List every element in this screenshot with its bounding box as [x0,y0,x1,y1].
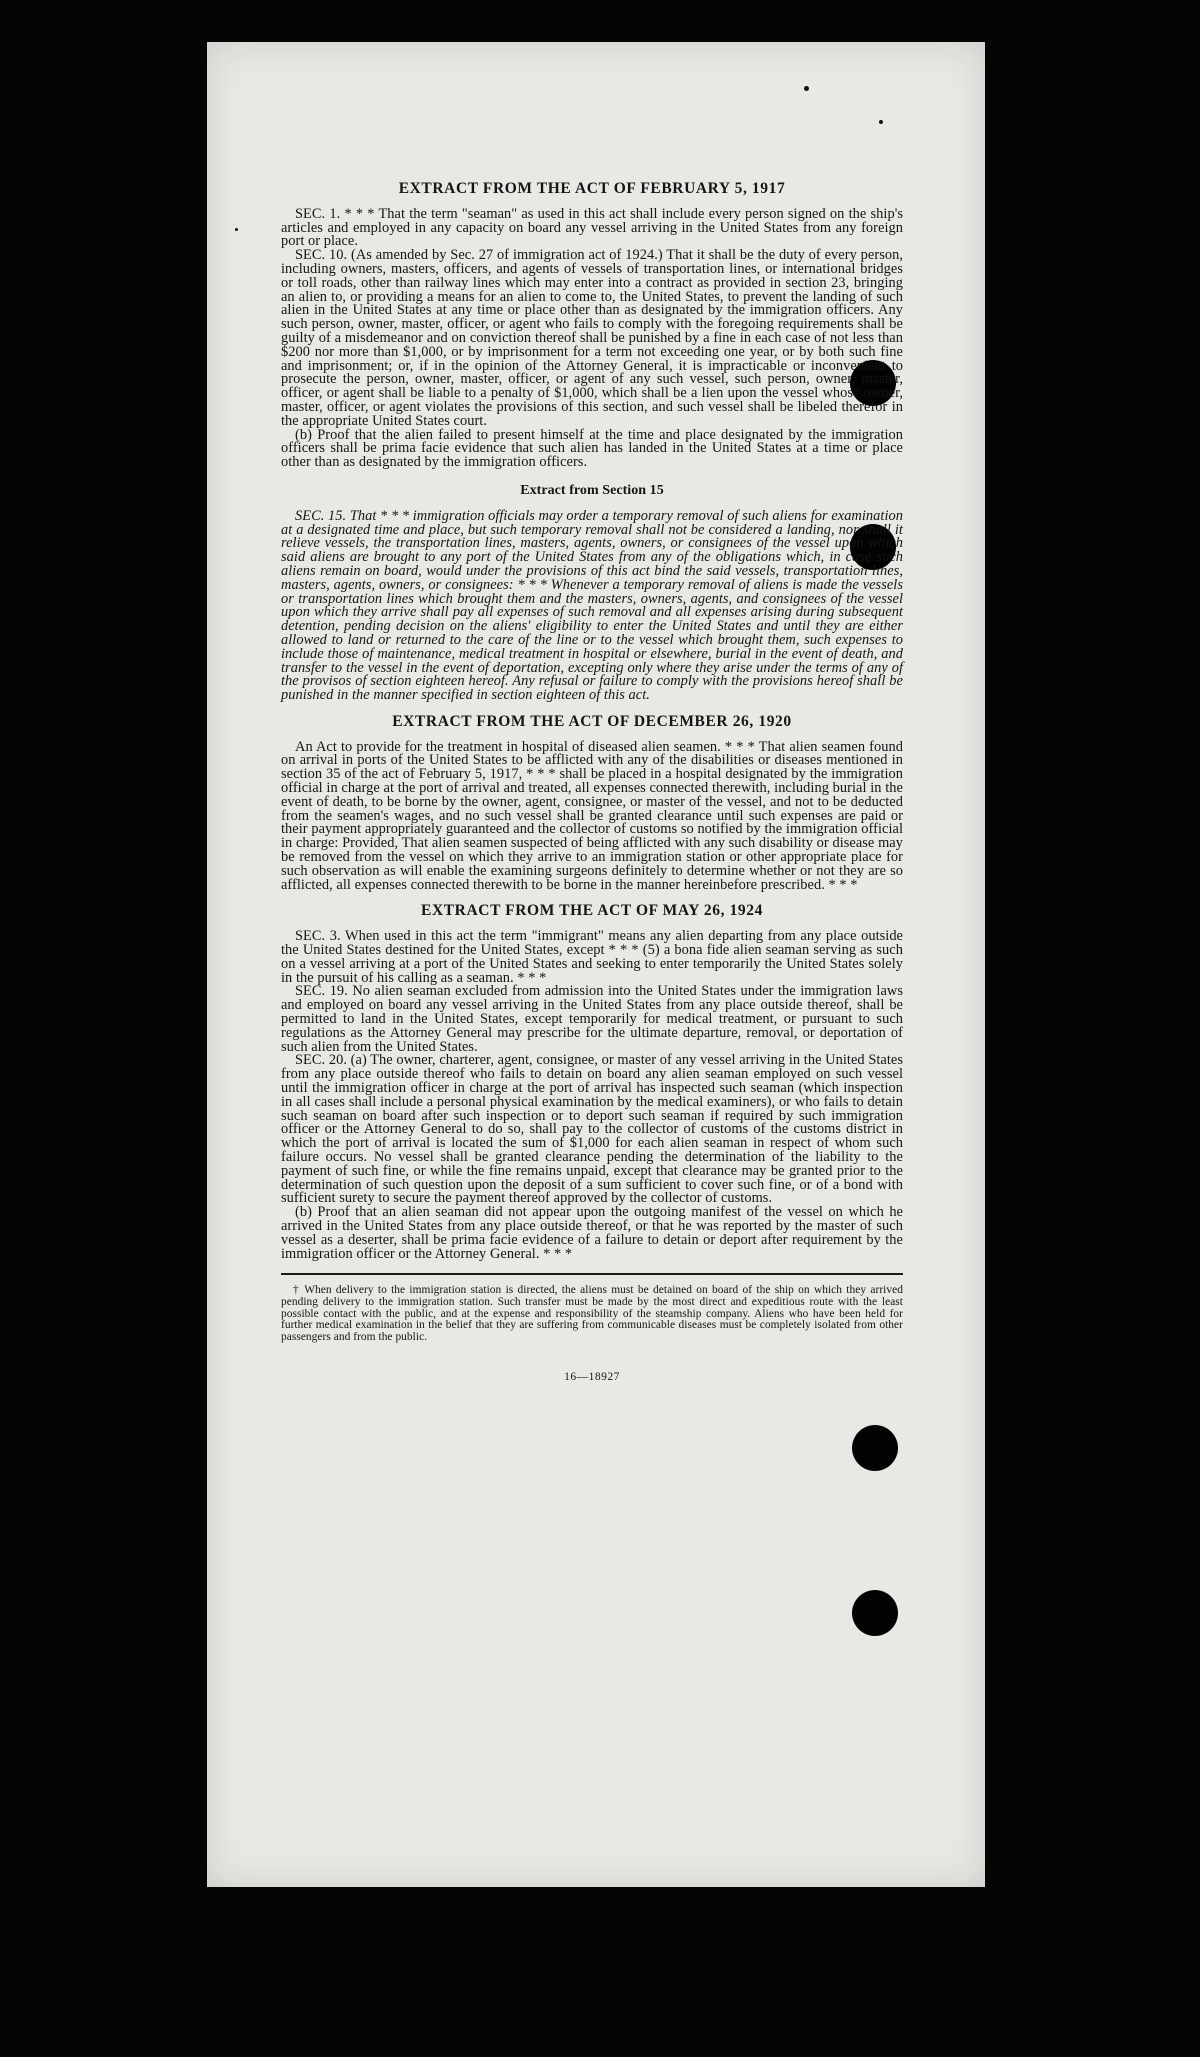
section-paragraph: SEC. 15. That * * * immigration officials may order a temporary removal of such aliens for examination at a designated time and place, but such temporary removal shall not be considered a landing, nor shall it relieve vessels, the transportation lines, masters, agents, owners, or consignees of the vessel upon which said aliens are brought to any port of the United States from any of the obligations which, in case such aliens remain on board, would under the provisions of this act bind the said vessels, transportation lines, masters, agents, owners, or consignees: * * * Whenever a temporary removal of aliens is made the vessels or transportation lines which brought them and the masters, owners, agents, and consignees of the vessel upon which they arrive shall pay all expenses of such removal and all expenses arising during subsequent detention, pending decision on the aliens' eligibility to enter the United States and until they are either allowed to land or returned to the care of the line or to the vessel which brought them, such expenses to include those of maintenance, medical treatment in hospital or elsewhere, burial in the event of death, and transfer to the vessel in the event of deportation, excepting only where they arise under the terms of any of the provisos of section eighteen hereof. Any refusal or failure to comply with the provisions hereof shall be punished in the manner specified in section eighteen of this act. [281,507,904,704]
section-paragraph: SEC. 19. No alien seaman excluded from admission into the United States under the immigration laws and employed on board any vessel arriving in the United States from any place outside thereof, shall be permitted to land in the United States, except temporarily for medical treatment, or pursuant to such regulations as the Attorney General may prescribe for the ultimate departure, removal, or deportation of such alien from the United States. [281,983,903,1055]
section-heading: EXTRACT FROM THE ACT OF DECEMBER 26, 1920 [392,712,792,730]
section-subheading: Extract from Section 15 [520,482,664,498]
section-paragraph: An Act to provide for the treatment in hospital of diseased alien seamen. * * * That alien seamen found on arrival in ports of the United States to be afflicted with any of the disabilities or diseases mentioned in section 35 of the act of February 5, 1917, * * * shall be placed in a hospital designated by the immigration official in charge at the port of arrival and treated, all expenses connected therewith, including burial in the event of death, to be borne by the owner, agent, consignee, or master of the vessel, and not to be deducted from the seamen's wages, and no such vessel shall be granted clearance until such expenses are paid or their payment appropriately guaranteed and the collector of customs so notified by the immigration official in charge: Provided, That alien seamen suspected of being afflicted with any such disability or disease may be removed from the vessel on which they arrive to an immigration station or other appropriate place for such observation as will enable the examining surgeons definitely to determine whether or not they are so afflicted, all expenses connected therewith to be borne in the manner hereinbefore prescribed. * * * [281,738,903,893]
document-body [281,182,903,1385]
footnote-divider [281,1273,903,1275]
punch-hole [852,1590,898,1636]
paper-speck [804,86,809,91]
section-heading: EXTRACT FROM THE ACT OF MAY 26, 1924 [421,902,763,920]
section-paragraph: (b) Proof that the alien failed to present himself at the time and place designated by the immigration officers shall be prima facie evidence that such alien has landed in the United States at a time or place other than as designated by the immigration officers. [281,426,903,471]
section-paragraph: SEC. 1. * * * That the term "seaman" as used in this act shall include every person signed on the ship's articles and employed in any capacity on board any vessel arriving in the United States from any foreign port or place. [281,205,903,250]
paper-speck [235,228,238,231]
punch-hole [852,1425,898,1471]
section-paragraph: SEC. 3. When used in this act the term "immigrant" means any alien departing from any place outside the United States destined for the United States, except * * * (5) a bona fide alien seaman serving as such on a vessel arriving at a port of the United States and seeking to enter temporarily the United States solely in the pursuit of his calling as a seaman. * * * [281,928,903,986]
document-page [207,42,985,1887]
form-number: 16—18927 [564,1371,620,1384]
footnote: † When delivery to the immigration station is directed, the aliens must be detained on board of the ship on which they arrived pending delivery to the immigration station. Such transfer must be made by the most direct and expeditious route with the least possible contact with the public, and at the expense and responsibility of the steamship company. Aliens who have been held for further medical examination in the belief that they are suffering from communicable diseases must be completely isolated from other passengers and from the public. [281,1284,903,1343]
paper-speck [879,120,883,124]
section-heading: EXTRACT FROM THE ACT OF FEBRUARY 5, 1917 [398,180,786,197]
section-paragraph: SEC. 20. (a) The owner, charterer, agent, consignee, or master of any vessel arriving in the United States from any place outside thereof who fails to detain on board any alien seaman employed on such vessel until the immigration officer in charge at the port of arrival has inspected such seaman (which inspection in all cases shall include a personal physical examination by the medical examiners), or who fails to detain such seaman on board after such inspection or to deport such seaman if required by such immigration officer or the Attorney General to do so, shall pay to the collector of customs of the customs district in which the port of arrival is located the sum of $1,000 for each alien seaman in respect of whom such failure occurs. No vessel shall be granted clearance pending the determination of the liability to the payment of such fine, or while the fine remains unpaid, except that clearance may be granted prior to the determination of such question upon the deposit of a sum sufficient to cover such fine, or of a bond with sufficient surety to secure the payment thereof approved by the collector of customs. [281,1052,903,1207]
section-paragraph: (b) Proof that an alien seaman did not appear upon the outgoing manifest of the vessel on which he arrived in the United States from any place outside thereof, or that he was reported by the master of such vessel as a deserter, shall be prima facie evidence of a failure to detain or deport after requirement by the immigration officer or the Attorney General. * * * [281,1204,903,1262]
section-paragraph: SEC. 10. (As amended by Sec. 27 of immigration act of 1924.) That it shall be the duty of every person, including owners, masters, officers, and agents of vessels of transportation lines, or international bridges or toll roads, other than railway lines which may enter into a contract as provided in section 23, bringing an alien to, or providing a means for an alien to come to, the United States, to prevent the landing of such alien in the United States at any time or place other than as designated by the immigration officers. Any such person, owner, master, officer, or agent who fails to comply with the foregoing requirements shall be guilty of a misdemeanor and on conviction thereof shall be punished by a fine in each case of not less than $200 nor more than $1,000, or by imprisonment for a term not exceeding one year, or by both such fine and imprisonment; or, if in the opinion of the Attorney General, it is impracticable or inconvenient to prosecute the person, owner, master, officer, or agent of any such vessel, such person, owner, master, officer, or agent shall be liable to a penalty of $1,000, which shall be a lien upon the vessel whose owner, master, officer, or agent violates the provisions of this section, and such vessel shall be libeled therefor in the appropriate United States court. [281,247,903,429]
